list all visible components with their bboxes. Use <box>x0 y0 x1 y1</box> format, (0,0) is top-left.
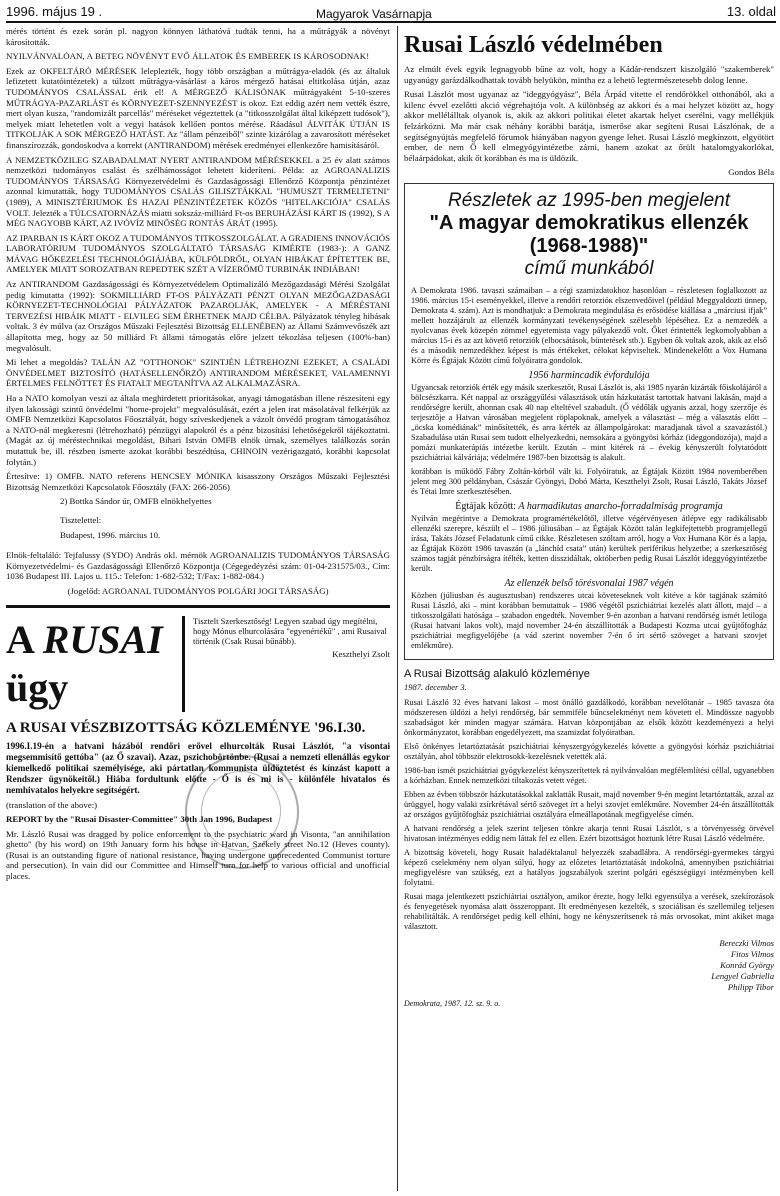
section-heading: 1956 harmincadik évfordulója <box>528 370 650 382</box>
paragraph: Közben (júliusban és augusztusban) rendszeres utcai követeseknek volt kitéve a kör tagjának számító Rusai László, aki – mint korábban bemutattuk – 1986 végétől pszichiátriai kezelés alatt állott, majd – a titkosszolgálati hatósága – szabadon engedték. November 9-én azonban a hatvani rendőrség ismét letiloga (Rusai hatvani lakos volt), majd november 24-én átszállították a Budapesti Kozma utcai gyűjtőfogház pszichiátriai megfigyelőjébe (a vád szerint november 7-én ő írt sértő szöveget a hatvani szovjet emlékműre). <box>411 591 767 651</box>
paragraph: Rusai László 32 éves hatvani lakost – most önálló gazdálkodó, korábban nevelőtanár – 1985 tavasza óta módszeresen üldözi a helyi rendőrség, bár semmiféle bűncselekményt nem követett el. Mindössze nagyobb szabadságot kér minden magyar számára. Hatvan központjában az elsők között kezdeményezi a helyi önkormányzatot, korábban engedélyezett, ma szamizdat folyóiratban. <box>404 698 774 738</box>
excerpt-heading-2: "A magyar demokratikus ellenzék (1968-1988)" <box>429 212 749 258</box>
issue-date: 1996. május 19 . <box>6 4 103 19</box>
paragraph: Nyilván megérintve a Demokrata programértékelőtől, illetve végérvényesen átlépve egy radikálisabb ellenzéki szerepre, készült el – 1986 júliusában – az Égtájak Között talán legkifejtettebb programjellegű írása, Takáts József Feladatunk című cikke. Részletesen szóltam arról, hogy a Vox Humana Kör és a lapja, az Égtájak Között 1986 tavaszán (a „lánchíd csata” után) kerültek periférikus helyzetbe; a szerkesztőség számos tagját pénzbírságra ítélték, ketten disszidáltak, októberben pedig Rusai Lászlót ideggyógyintézetbe került. <box>411 514 767 574</box>
paragraph: Rusai maga jelentkezett pszichiátriai osztályon, amikor érezte, hogy lelki egyensúlya a verések, szekírozások és fenyegetések nyomása alatt összeroppant. Ilt eredményesen kezelték, s szociálisan és szellemileg teljesen rehabilitálták. A rendőrséget pedig kell elhíni, hogy ne kényszerítsenek rá más orvosokat, mint akiket maga választott. <box>404 892 774 932</box>
paragraph: NYILVÁNVALÓAN, A BETEG NÖVÉNYT EVŐ ÁLLATOK ÉS EMBEREK IS KÁROSODNAK! <box>6 51 370 62</box>
paragraph: Ebben az évben többször házkutatásokkal zaklatták Rusait, majd november 9-én megint letartóztatták, azzal az ürüggyel, hogy valaki zsírkrétával sértő szöveget írt a helyi szovjet emlékműre. November 24-én átszállították az országos gyűjtőfogház pszichiátriai osztályára elmeállapotának megfigyelése címén. <box>404 790 774 820</box>
left-column <box>6 26 390 886</box>
section-heading-a: Égtájak között: <box>455 501 517 513</box>
header-rule <box>6 21 776 23</box>
paragraph: Az elmúlt évek egyik legnagyobb bűne az volt, hogy a Kádár-rendszert kiszolgáló "szakemberek" ugyanúgy garázdálkodhattak tovább helyükön, mintha ez a lehető legtermészetesebb dolog lenne. <box>404 64 774 85</box>
sender-predecessor: (Jogelőd: AGROANAL TUDOMÁNYOS POLGÁRI JOGI TÁRSASÁG) <box>67 585 329 596</box>
announcement-en: Mr. László Rusai was dragged by police enforcement to the psychiatric ward in Visonta, "an annihilation ghetto" (by his word) on 19th January form his house in Hatvan, Székely street No.12 (Heves county). (Rusai is an outstanding figure of national resistance, having undergone unprecedented Communist torture and persecution). In vain did our Committee and Himself turn for help to various official and unofficial places. <box>6 828 390 882</box>
announcement-hu: 1996.I.19-én a hatvani házából rendőri erővel elhurcolták Rusai Lászlót, "a visontai megsemmisítő gettóba" (az Ő szavai). Azaz, pszichobörtönbe. (Rusai a nemzeti ellenállás egykor kiemelkedő politikai személyisége, aki pártatlan kommunista üldöztetést és kínzást kapott a Rendszer ügynökeitől.) Hiába fordultunk előtte - Ő is és mi is - különféle hivatalos és nemhivatalos helyekre segítségért. <box>6 740 390 795</box>
committee-title: A Rusai Bizottság alakuló közleménye <box>404 668 590 681</box>
signer: Fitos Vilmos <box>730 949 774 960</box>
article-title: Rusai László védelmében <box>404 32 663 58</box>
rusai-header <box>6 616 390 712</box>
excerpt-heading-3: című munkából <box>524 258 654 280</box>
committee-date: 1987. december 3. <box>404 682 467 693</box>
paragraph: A NEMZETKÖZILEG SZABADALMAT NYERT ANTIRANDOM MÉRÉSEKKEL a 25 év alatt számos nemzetközi tudományos csalást és szélhámosságot lehetett kideríteni. Példa: az AGROANALIZIS TUDOMÁNYOS TÁRSASÁG Környezetvédelmi és Gazdaságossági Ellenőrző Központja pénzintézet azonnal kimutatták, hogy TUDOMÁNYOS CSALÁS GILISZTÁKKAL "HUMUSZT TERMELTETNI" (1989), A MINISZTÉRIUMOK ÉS HAZAI PÉNZINTÉZETEK KÖZÖS "HITELAKCIÓJA" CSALÁS VOLT. Jelezték a TÚLCSATORNÁZÁS miatti sokszáz-milliárd Ft-os BERUHÁZÁSI KÁRT IS (1992), S A MÉG NAGYOBB KÁRT, AZ IVÓVÍZ MINŐSÉG RONTÁS ÁRÁT (1995). <box>6 154 390 229</box>
announcement-title: A RUSAI VÉSZBIZOTTSÁG KÖZLEMÉNYE '96.I.30. <box>6 719 366 736</box>
section-heading <box>411 501 767 512</box>
paragraph: Első önkényes letartóztatását pszichiátriai kényszergyógykezelés követte a gyöngyösi kórház pszichiátriai osztályán, ahol többször elektrosokk-kezelésnek vetették alá. <box>404 742 774 762</box>
logo-a: A <box>6 616 43 662</box>
paragraph: 1986-ban ismét pszichiátriai gyógykezelést kényszerítettek rá nyilvánvalóan megfélemlítési céllal, ugyanebben a kórházban. Ennek nemzetközi tiltakozás vetett véget. <box>404 766 774 786</box>
source-citation: Demokrata, 1987. 12. sz. 9. o. <box>404 999 501 1009</box>
paragraph: AZ IPARBAN IS KÁRT OKOZ A TUDOMÁNYOS TITKOSSZOLGÁLAT. A GRADIENS INNOVÁCIÓS LABORATÓRIUM TUDOMÁNYOS SZOLGÁLTATÓ TÁRSASÁG KIMÉRTE (1983-): A GANZ MÁVAG HŐKEZELÉSI TECHNOLÓGIÁJÁBA, KÜLFÖLDRŐL, OLYAN HIBÁKAT ÉPÍTETTEK BE, AMELYEK MIATT SOROZATBAN REPEDTEK SZÉT A VÍZERŐMŰ TURBINÁK INDIÁBAN! <box>6 232 390 275</box>
section-heading: Az ellenzék belső törésvonalai 1987 végén <box>504 578 674 590</box>
paragraph: Ugyancsak retorziók érték egy másik szerkesztőt, Rusai Lászlót is, aki 1985 nyarán kizárták főiskolájáról a bölcsészkarra. Két nappal az országgyűlési választások után házkutatást tartottak hatvani lakásán, majd a rendőrségre került, ahonnan csak 40 nap elteltével szabadult. (Ő védőlák ugyanis azzal, hogy szerzője és terjesztője a Hatvan városában megjelent röplapoknak, amelyek a választást – még a választás előtt – „öcska komédiának” minősítették, és arra kérték az állampolgárokat: maradjanak távol a szavazástól.) Szabadulása után Rusai sem tudott elhelyezkedni, nemsokára a gyöngyösi kórház (ideggondozója), majd a pomázi munkaterápiás intézetbe került. Ezután – mint kitérek rá – évekig kényszerült folytatódott pszichiátriai kálváriája; védelmére 1987-ben bizottság is alakult. <box>411 383 767 463</box>
rusai-case-box <box>6 605 390 882</box>
signer: Bereczki Vilmos <box>719 938 774 949</box>
cc-list <box>6 471 390 492</box>
report-title: REPORT by the "Rusai Disaster-Committee" 30th Jan 1996, Budapest <box>6 814 273 825</box>
paragraph: Az ANTIRANDOM Gazdaságossági és Környezetvédelem Optimalizáló Mezőgazdasági Mérési Szolgálat pedig kimutatta (1992): SOKMILLIÁRD FT-OS PÁLYÁZATI PÉNZT OLYAN MEZŐGAZDASÁGI KÖRNYEZET-TECHNOLÓGIAI PÁLYÁZATOK PAZAROLJÁK, AMELYEK - A MÉRÉSTANI TERVEZÉSI HIBÁIK MIATT - ELVILEG SEM ÉRHETNEK MAJD CÉLBA. Pályázatok tényleg hibásak voltak. 3 év múlva (az Országos Műszaki Fejlesztési Bizottság ELLENÉBEN) az Állami Számvevőszék azt állapította meg, hogy az 50 milliárd Ft állami támogatás előre jelzett tékozlása teljesen (100%-ban) megvalósult. <box>6 279 390 353</box>
sender-block: Elnök-feltaláló: Tejfalussy (SYDO) András okl. mérnök AGROANALIZIS TUDOMÁNYOS TÁRSASÁG Környezetvédelmi- és Gazdaságossági Ellenőrző Központja (Cégegedéyzési szám: 01-04-231575/03., Cím: 1036 Budapest III. Lajos u. 115.: Telefon: 1-682-532; T/Fax: 1-882-084.) <box>6 550 390 582</box>
logo-rusai: RUSAI <box>42 616 163 662</box>
paragraph: A Demokrata 1986. tavaszi számaiban – a régi szamizdatokhoz hasonlóan – részletesen foglalkozott az 1986. március 15-i eseményekkel, illetve a rendőri retorzióк elszenvedőivel (például Meggyaldozti ünnep, Demokrata 4. szám). Azt is mondhatjuk: a Demokrata megindulása és erősödése kiállása a „márciusi ifjak” mellett hozzájárult az ellenzék kormányzati tevékenységének szélesebb lépéséhez. Ez a nemzedék a nyolcvanas évek közepén zömmel egyetemista vagy pályakezdő volt. Őket érintették legkomolyabban a március 15-i és az azt követő retorziók (elbocsátások, büntetések stb.). Egyben ők voltak azok, akik az első és a második nemzedékhez képest is más értékeket, célokat képviseltek. Mindenekelőtt a Vox Humana Körre és Égtájak Között című folyóiratra gondolok. <box>411 286 767 366</box>
paragraph: korábban is működő Fábry Zoltán-kórból vált ki. Folyóiratuk, az Égtájak Között 1984 novemberében jelent meg 300 példányban, Császár Gyöngyi, Dobó Márta, Keszthelyi Zsolt, Rusai László, Takáts József és Tétai Imre szerkesztésében. <box>411 467 767 497</box>
regards: Tisztelettel: <box>60 514 102 525</box>
excerpt-box <box>404 183 774 660</box>
reader-letter <box>185 616 390 666</box>
article-intro: mérés történt és ezek során pl. nagyon könnyen láthatóvá tudták tenni, ha a műtrágyák a növényt károsították. <box>6 26 390 47</box>
paragraph: A hatvani rendőrség a jelek szerint teljesen tönkre akarja tenni Rusai Lászlót, s a törvényesség örvével hivatosan intézményes eddig nem láttak fel ez ellen. Ezért bizottságot hoztunk létre Rusai László védelmére. <box>404 824 774 844</box>
translation-note: (translation of the above:) <box>6 799 98 810</box>
paragraph: Rusai Lászlót most ugyanaz az "ideggyógyász", Béla Árpád vitette el rendőrökkel otthonából, aki a kilenc évvel ezelőtti akció végrehajtója volt. A különbség az akkori és a mai helyzet között az, hogy akkor mellélálltak olyanok is, akik az akkori politikai életet akartak helyet cserélni, vagy mellékjük felzárkózni. Ma már csak néhány korábbi barátja, ismerőse akar segíteni Rusai Lászlónak, de a segítségnyújtás megfelelő fórumok hiányában nagyon gyenge lehet. Rusai László megkínzott, elgyötört ember, de nem Ő kell elmegyógyintézetbe zárni, hanem azokat az őrült hatalomgyakorlókat, bélaárpádokat, akik őt korábban és ma is üldözik. <box>404 89 774 163</box>
signer: Lengyel Gabriella <box>711 971 774 982</box>
right-column <box>404 26 774 1008</box>
signer: Philipp Tibor <box>727 982 774 993</box>
cc-title: Értesítve: <box>6 471 40 482</box>
page-header <box>6 4 776 20</box>
place-date: Budapest, 1996. március 10. <box>60 529 161 540</box>
cc-item: 1) OMFB. NATO referens HENCSEY MÓNIKA kisasszony Országos Műszaki Fejlesztési Bizottság Nemzetközi Kapcsolatok Főosztály (FAX: 266-2056) <box>6 471 390 492</box>
page-number: 13. oldal <box>726 4 776 19</box>
section-heading-b: A harmadikutas anarcho-forradalmiság programja <box>518 501 723 513</box>
paragraph: Ha a NATO komolyan veszi az általa meghirdetett prioritásokat, anyagi támogatásban illene részesíteni egy ilyen lakossági szintű önvédelmi "home-projekt" megvalósulását, ezért a jelen irat másolatával felkérjük az OMFB Nemzetközi Kapcsolatos Főosztályát, hogy szíveskedjenek a vázolt önvédő program támogatásához a NATO-nál megkeresni (létrehozható) pénzügyi alapokról és a pénz bizosítási lehetőségekről tájékoztatni. (Magát az új méréstechnikai megoldást, Bihari István OMFB elnök úrnak, személyes találkozás során mutattuk be, ill. részben ismerte azokat korábbi beszédtúsa, CHINOIN vezérigazgató, korábbi kapcsolat folytán.) <box>6 393 390 467</box>
paragraph: Ezek az OKFELTÁRÓ MÉRÉSEK leleplezték, hogy több országban a műtrágya-eladók (és az általuk lefizetett kutatóintézetek) a túlzott műtrágya-vásárlást a káros mérgező hatásai eltitkolása útján, azaz TUDOMÁNYOS CSALÁSSAL érik el! A MÉRGEZŐ KÁLISÓNAK műtrágyaként 5-10-szeres MŰTRÁGYA-PAZARLÁST és KÖRNYEZET-SZENNYEZÉST is okoz. Ezt eddig azért nem vették észre, mert olyan kusza, "randomizált parcellás" méréseket végeztettek (a "titkosszolgálat által kiképzett tudósok"), melyek miatt lehetetlen volt a vegyi hatások kellően pontos mérése. Ráadásul ÁLVITÁK ÚTJÁN IS TITKOLJÁK A SOK MÉRGEZŐ HATÁST. Az "állam pénzeiből" szinte kizárólag a zavarosított méréseket finanszírozzák, gondoskodva a korrekt (ANTIRANDOM) mérések eredményei ellenkezőre hamisításáról. <box>6 65 390 150</box>
letter-text: Tisztelt Szerkesztőség! Legyen szabad úgy megítélni, hogy Mónus elhurcolására "egyenértékű" , ami Rusaival történik (Csak Rusai bűnább). <box>193 615 387 647</box>
paragraph: A bizottság követeli, hogy Rusait haladéktalanul helyezzék szabadlábra. A rendőrségi-gyermekes tárgyú képező cselekmény nem olyan súlyú, hogy az előzetes letartóztatását indokolná, amennyiben pszichiátriai megfigyelésre van szükség, ezt a hatályos jogszabályok szerint polgári egészségügyi intézményben kell folytatni. <box>404 848 774 888</box>
cc-item: 2) Bottka Sándor úr, OMFB elnökhelyettes <box>60 496 212 507</box>
logo-ugy: ügy <box>6 664 69 710</box>
signer: Konrád György <box>720 960 774 971</box>
letter-signature: Keszthelyi Zsolt <box>332 648 390 659</box>
column-divider <box>397 26 398 1191</box>
excerpt-heading-1: Részletek az 1995-ben megjelent <box>447 190 730 212</box>
paragraph: Mi lehet a megoldás? TALÁN AZ "OTTHONOK" SZINTJÉN LÉTREHOZNI EZEKET, A CSALÁDI ÖNVÉDELMET BIZTOSÍTÓ (HATÁSELLENŐRZŐ) ANTIRANDOM MÉRÉSEKET, VALAMENNYI ÉRTELMES FELNŐTTET ÉS FIATALT MEGTANÍTVA AZ ALKALMAZÁSRA. <box>6 357 390 389</box>
rusai-logo <box>6 616 185 712</box>
newspaper-name: Magyarok Vasárnapja <box>316 7 432 21</box>
author-signature: Gondos Béla <box>728 167 774 178</box>
signers-list <box>404 938 774 993</box>
